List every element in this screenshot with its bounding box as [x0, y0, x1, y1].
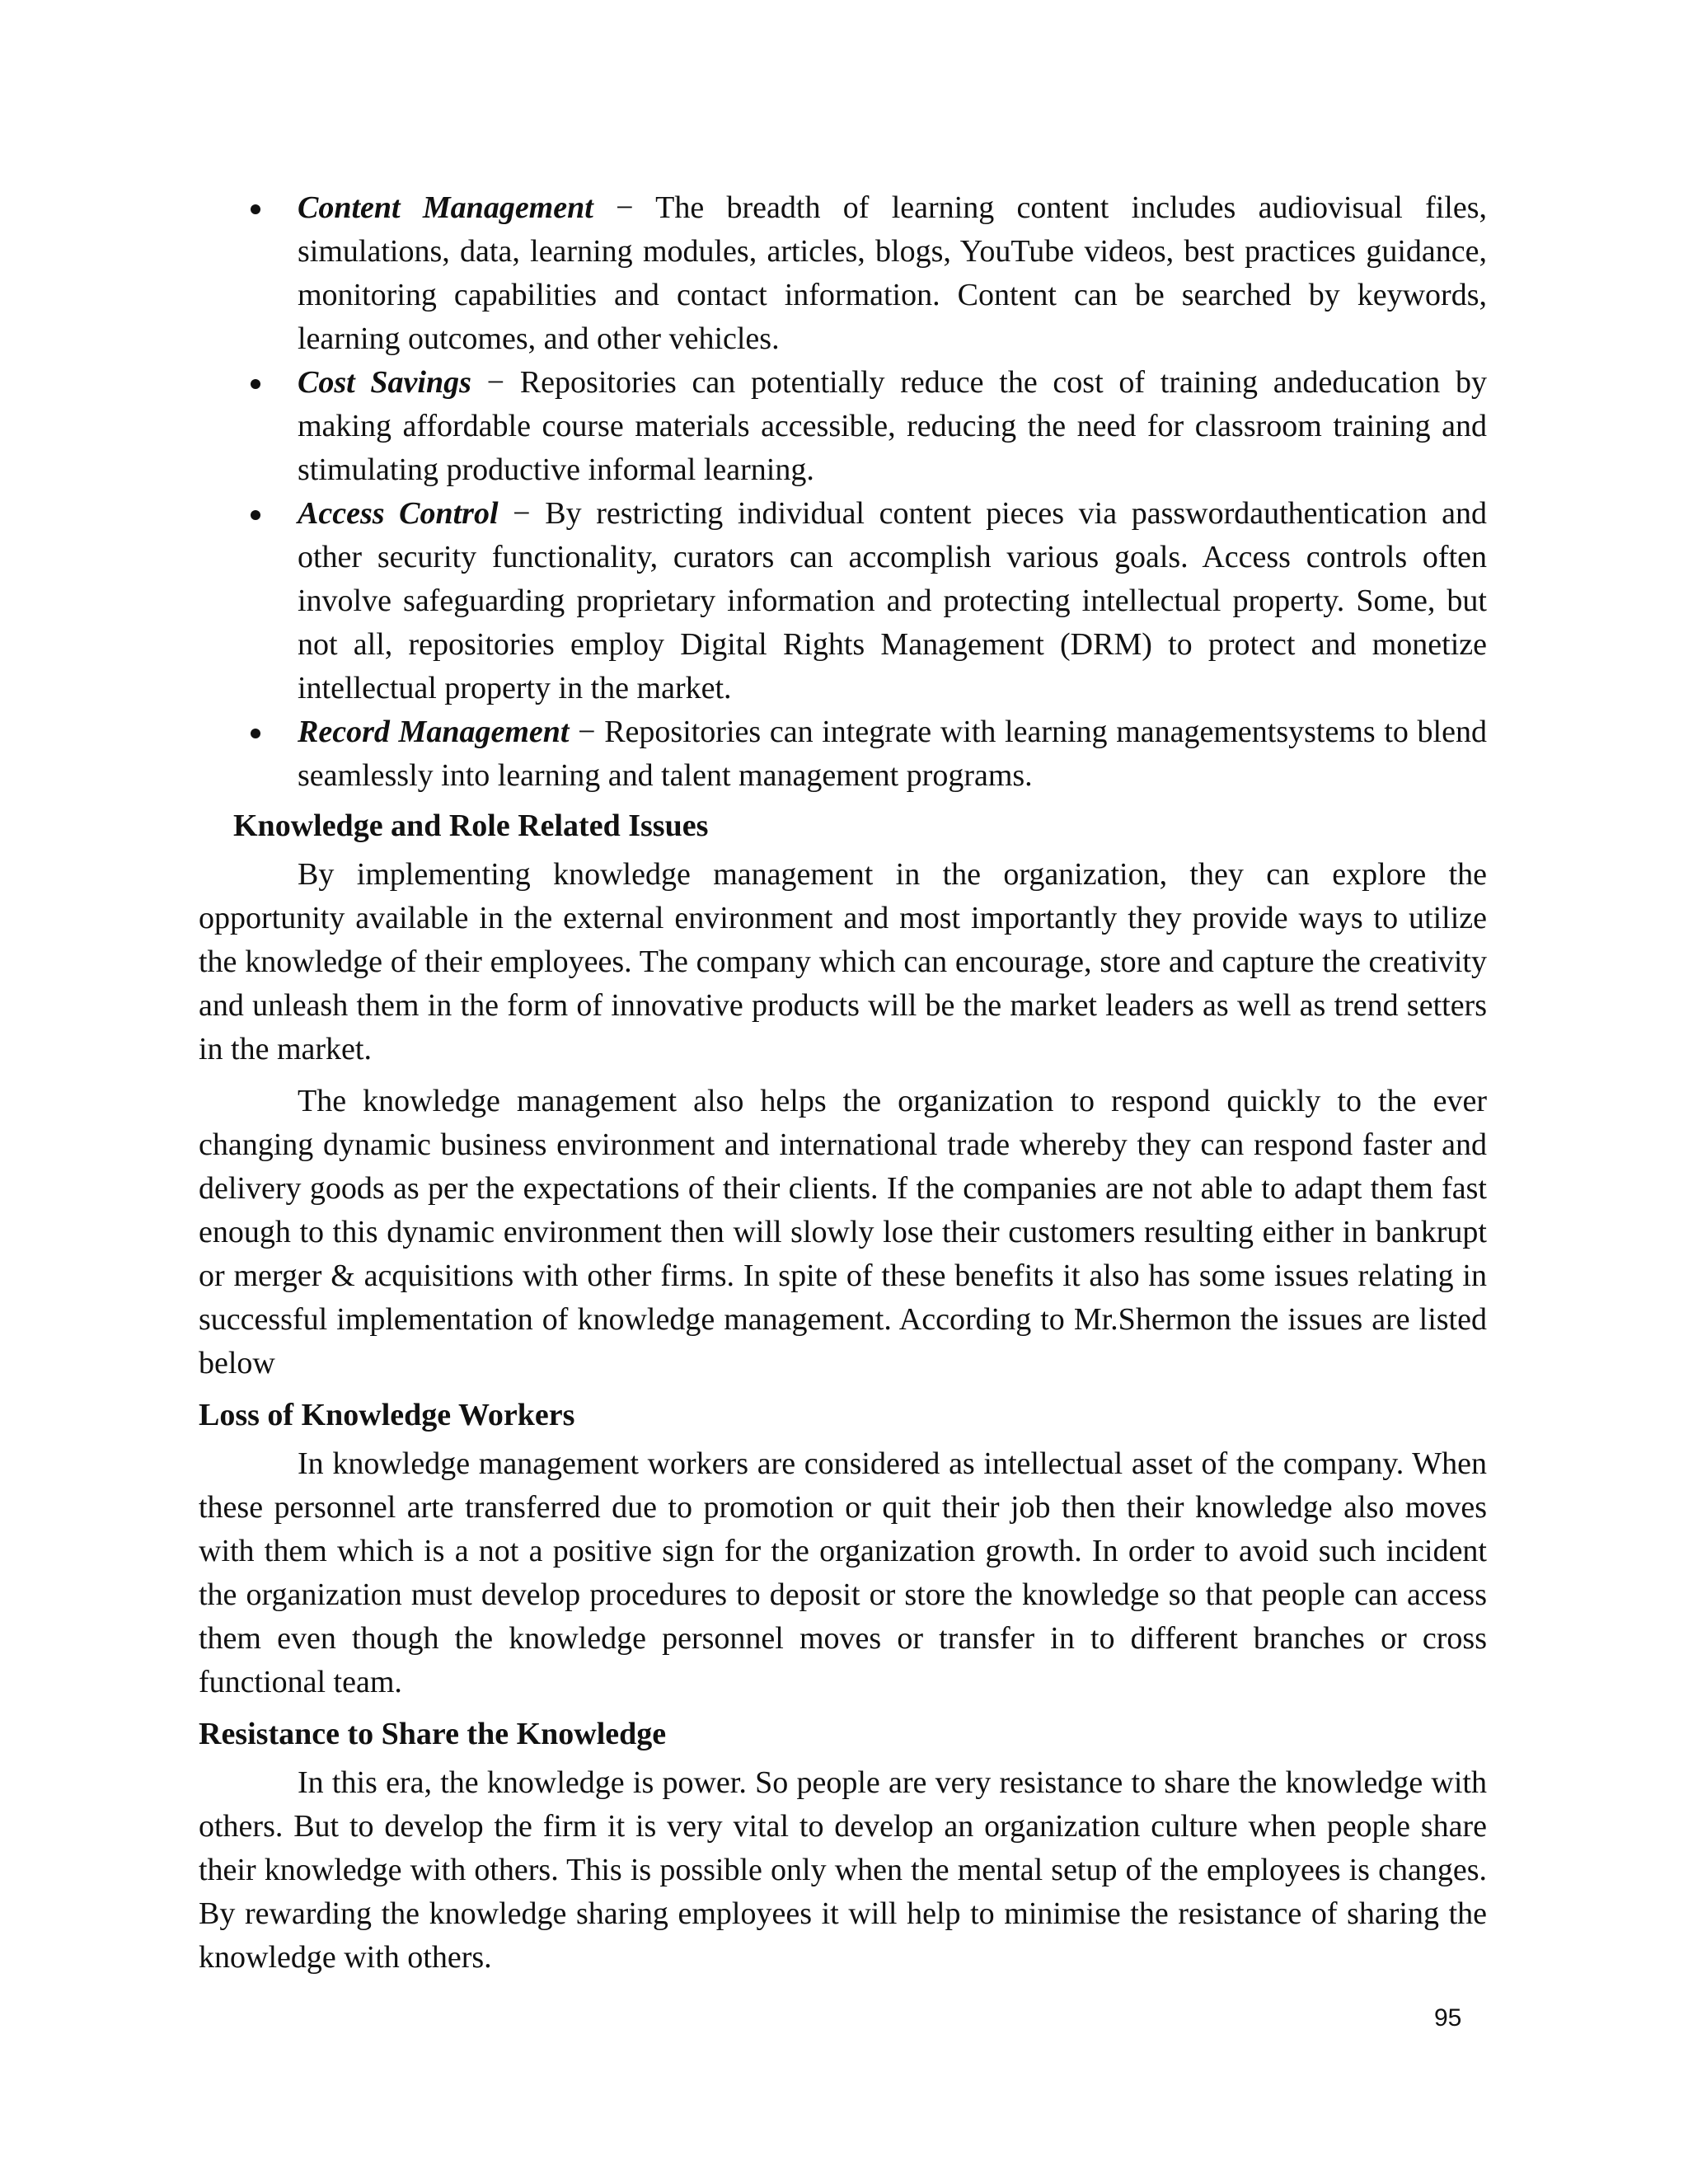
bullet-dot-icon	[251, 204, 260, 214]
section-loss-of-knowledge-workers	[199, 1394, 1487, 1704]
bullet-term: Access Control	[298, 496, 499, 531]
bullet-list	[199, 186, 1487, 798]
page-number: 95	[1434, 2004, 1462, 2032]
bullet-term: Record Management	[298, 715, 570, 749]
bullet-item-access-control	[199, 492, 1487, 710]
bullet-dot-icon	[251, 729, 260, 738]
bullet-item-cost-savings	[199, 361, 1487, 492]
paragraph: In knowledge management workers are considered as intellectual asset of the company. When these personnel arte transferred due to promotion or quit their job then their knowledge also moves with them which is a not a positive sign for the organization growth. In order to avoid such incident the organization must develop procedures to deposit or store the knowledge so that people can access them even though the knowledge personnel moves or transfer in to different branches or cross functional team.	[199, 1446, 1487, 1699]
bullet-term: Content Management	[298, 190, 593, 225]
bullet-dot-icon	[251, 510, 260, 520]
section-knowledge-and-role-related-issues	[199, 804, 1487, 1385]
bullet-item-record-management	[199, 710, 1487, 798]
section-heading: Loss of Knowledge Workers	[199, 1398, 575, 1432]
section-resistance-to-share-the-knowledge	[199, 1713, 1487, 1980]
bullet-text: − Repositories can potentially reduce the cost of training andeducation by making affordable course materials accessible, reducing the need for classroom training and stimulating productive informal learning.	[298, 365, 1488, 487]
bullet-term: Cost Savings	[298, 365, 471, 400]
section-heading: Knowledge and Role Related Issues	[233, 808, 709, 843]
bullet-text: − Repositories can integrate with learning managementsystems to blend seamlessly into learning and talent management programs.	[298, 715, 1487, 793]
bullet-text: − The breadth of learning content includes audiovisual files, simulations, data, learning modules, articles, blogs, YouTube videos, best practices guidance, monitoring capabilities and contact information. Content can be searched by keywords, learning outcomes, and other vehicles.	[298, 190, 1487, 356]
section-heading: Resistance to Share the Knowledge	[199, 1717, 667, 1751]
bullet-dot-icon	[251, 379, 260, 389]
paragraph: The knowledge management also helps the organization to respond quickly to the ever changing dynamic business environment and international trade whereby they can respond faster and delivery goods as per the expectations of their clients. If the companies are not able to adapt them fast enough to this dynamic environment then will slowly lose their customers resulting either in bankrupt or merger & acquisitions with other firms. In spite of these benefits it also has some issues relating in successful implementation of knowledge management. According to Mr.Shermon the issues are listed below	[199, 1084, 1487, 1380]
paragraph: In this era, the knowledge is power. So people are very resistance to share the knowledge with others. But to develop the firm it is very vital to develop an organization culture when people share their knowledge with others. This is possible only when the mental setup of the employees is changes. By rewarding the knowledge sharing employees it will help to minimise the resistance of sharing the knowledge with others.	[199, 1765, 1487, 1975]
page-content	[199, 186, 1487, 1988]
bullet-item-content-management	[199, 186, 1487, 361]
bullet-text: − By restricting individual content pieces via passwordauthentication and other security functionality, curators can accomplish various goals. Access controls often involve safeguarding proprietary information and protecting intellectual property. Some, but not all, repositories employ Digital Rights Management (DRM) to protect and monetize intellectual property in the market.	[298, 496, 1488, 705]
paragraph: By implementing knowledge management in the organization, they can explore the opportunity available in the external environment and most importantly they provide ways to utilize the knowledge of their employees. The company which can encourage, store and capture the creativity and unleash them in the form of innovative products will be the market leaders as well as trend setters in the market.	[199, 857, 1487, 1066]
